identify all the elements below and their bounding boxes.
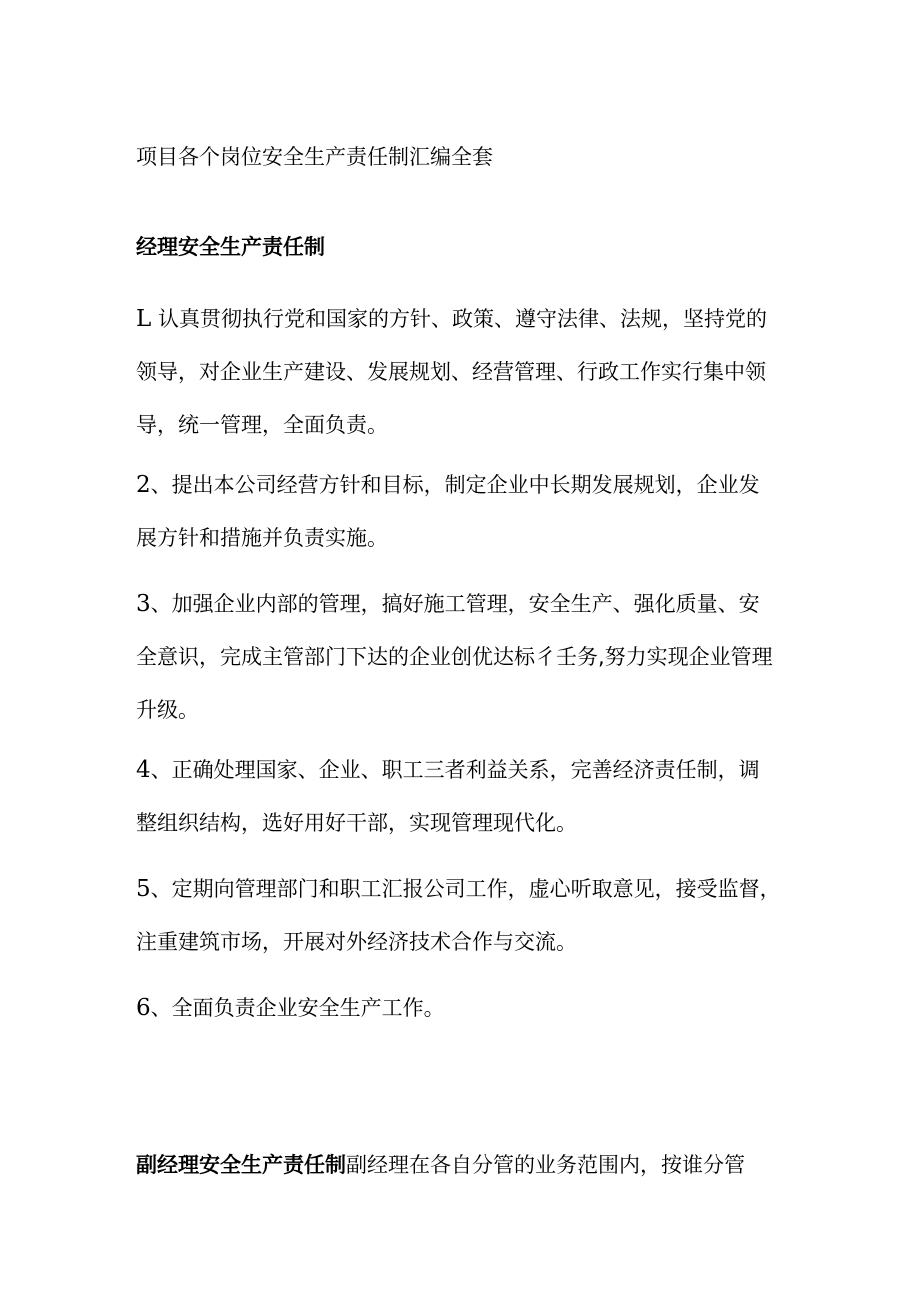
item-number: L — [136, 306, 152, 332]
document-title: 项目各个岗位安全生产责任制汇编全套 — [136, 145, 493, 169]
item-number: 3 — [136, 591, 151, 617]
item-3-line-3: 升级。 — [136, 698, 199, 722]
section-heading-deputy-manager: 副经理安全生产责任制 — [136, 1153, 346, 1177]
responsibility-item-1 — [136, 293, 796, 452]
item-number: 6 — [136, 995, 151, 1021]
item-5-line-1 — [136, 863, 796, 916]
responsibility-item-6 — [136, 982, 796, 1035]
item-text: 、正确处理国家、企业、职工三者利益关系，完善经济责任制，调 — [150, 758, 760, 782]
section-heading-manager: 经理安全生产责任制 — [136, 235, 325, 259]
responsibility-item-3 — [136, 578, 796, 737]
deputy-manager-text: 副经理在各自分管的业务范围内，按谁分管 — [346, 1153, 745, 1177]
deputy-manager-paragraph — [136, 1149, 745, 1181]
item-text: 、全面负责企业安全生产工作。 — [150, 996, 445, 1020]
item-4-line-1 — [136, 744, 796, 797]
item-1-line-1 — [136, 293, 796, 346]
item-4-line-2: 整组织结构，选好用好干部，实现管理现代化。 — [136, 811, 577, 835]
responsibility-item-5 — [136, 863, 796, 969]
item-text: 、加强企业内部的管理，搞好施工管理，安全生产、强化质量、安 — [150, 592, 760, 616]
item-text: 、提出本公司经营方针和目标，制定企业中长期发展规划，企业发 — [150, 473, 760, 497]
item-number: 2 — [136, 472, 151, 498]
item-text: 认真贯彻执行党和国家的方针、政策、遵守法律、法规，坚持党的 — [151, 307, 767, 331]
item-1-line-2: 领导，对企业生产建设、发展规划、经营管理、行政工作实行集中领 — [136, 360, 766, 384]
item-5-line-2: 注重建筑市场，开展对外经济技术合作与交流。 — [136, 930, 577, 954]
item-6-line-1 — [136, 982, 796, 1035]
responsibility-item-2 — [136, 459, 796, 565]
item-3-line-1 — [136, 578, 796, 631]
item-2-line-2: 展方针和措施并负责实施。 — [136, 526, 388, 550]
responsibility-item-4 — [136, 744, 796, 850]
item-text: 、定期向管理部门和职工汇报公司工作，虚心听取意见，接受监督， — [150, 877, 781, 901]
item-1-line-3: 导，统一管理，全面负责。 — [136, 413, 388, 437]
item-number: 4 — [136, 757, 151, 783]
item-number: 5 — [136, 876, 151, 902]
item-2-line-1 — [136, 459, 796, 512]
item-3-line-2: 全意识，完成主管部门下达的企业创优达标彳壬务,努力实现企业管理 — [136, 645, 773, 669]
